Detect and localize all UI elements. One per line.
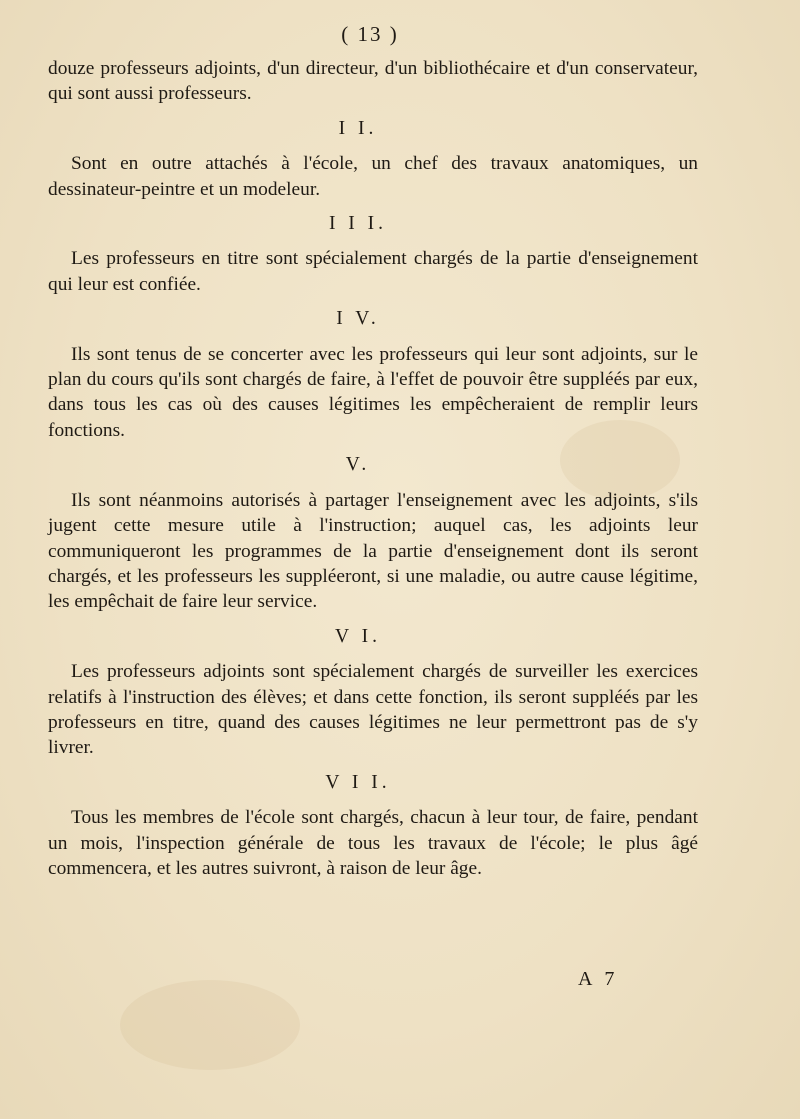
article-number: V I. bbox=[335, 625, 381, 647]
page-number: ( 13 ) bbox=[341, 22, 399, 46]
signature-mark: A 7 bbox=[578, 968, 619, 990]
article-number: V. bbox=[345, 454, 371, 476]
article-text: Les professeurs en titre sont spécialement chargés de la partie d'enseignement qui leur est confiée. bbox=[48, 248, 698, 295]
article-number: I I. bbox=[338, 117, 378, 139]
article-text: Ils sont tenus de se concerter avec les professeurs qui leur sont adjoints, sur le plan du cours qu'ils sont chargés de faire, à l'effet de pouvoir être suppléés par eux, dans tous les cas où des causes légitimes les empêcheraient de remplir leurs fonctions. bbox=[48, 343, 698, 441]
article-text: Tous les membres de l'école sont chargés, chacun à leur tour, de faire, pendant un mois, l'inspection générale de tous les travaux de l'école; le plus âgé commencera, et les autres suivront, à raison de leur âge. bbox=[48, 807, 698, 879]
article-number: V I I. bbox=[325, 771, 391, 793]
article-text: Ils sont néanmoins autorisés à partager l'enseignement avec les adjoints, s'ils jugent cette mesure utile à l'instruction; auquel cas, les adjoints leur communiqueront les programmes de la partie d'enseignement dont ils seront chargés, et les professeurs les suppléeront, si une maladie, ou autre cause légitime, les empêchait de faire leur service. bbox=[48, 489, 698, 613]
opening-paragraph: douze professeurs adjoints, d'un directeur, d'un bibliothécaire et d'un conservateur, qui sont aussi professeurs. bbox=[48, 58, 698, 105]
article-text: Sont en outre attachés à l'école, un chef des travaux anatomiques, un dessinateur-peintre et un modeleur. bbox=[48, 153, 698, 200]
article-number: I I I. bbox=[328, 213, 388, 235]
page-body bbox=[48, 56, 698, 881]
paper-stain bbox=[120, 980, 300, 1070]
article-text: Les professeurs adjoints sont spécialement chargés de surveiller les exercices relatifs à l'instruction des élèves; et dans cette fonction, ils seront suppléés par les professeurs en titre, quand des causes légitimes ne leur permettront pas de s'y livrer. bbox=[48, 661, 698, 759]
article-number: I V. bbox=[336, 308, 380, 330]
